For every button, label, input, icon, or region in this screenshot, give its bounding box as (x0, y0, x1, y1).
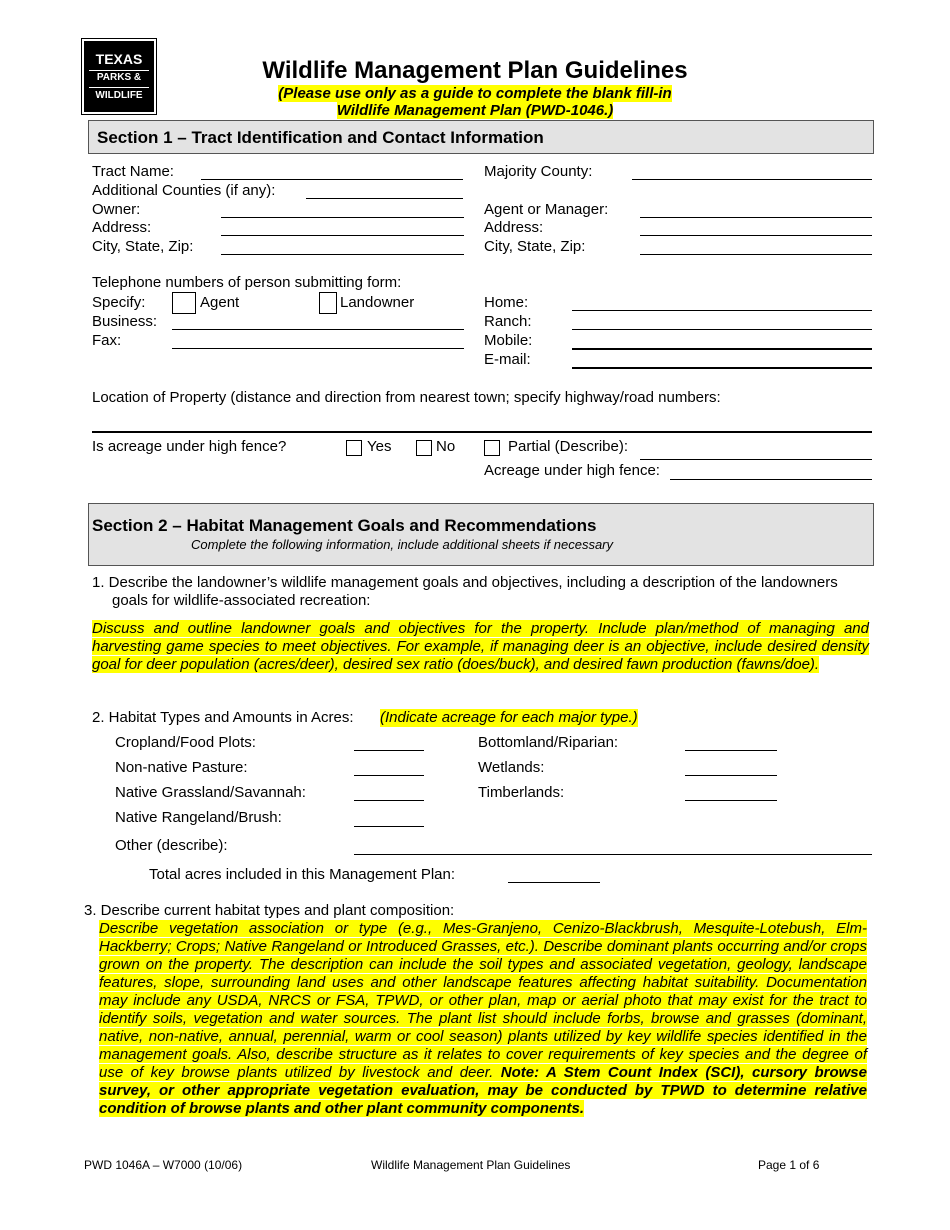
habitat-bottomland-field[interactable] (685, 750, 777, 751)
question-1-line-2: goals for wildlife-associated recreation: (112, 592, 371, 609)
ranch-phone-label: Ranch: (484, 313, 532, 330)
habitat-timberlands-label: Timberlands: (478, 784, 565, 801)
section-1-header (88, 120, 874, 154)
question-3-label: 3. Describe current habitat types and plant composition: (84, 902, 455, 919)
section-2-title: Section 2 – Habitat Management Goals and Recommendations (92, 516, 597, 535)
additional-counties-field[interactable] (306, 198, 463, 199)
acreage-high-fence-label: Acreage under high fence: (484, 462, 660, 479)
habitat-nonnative-pasture-label: Non-native Pasture: (115, 759, 248, 776)
owner-label: Owner: (92, 201, 141, 218)
high-fence-partial-checkbox[interactable] (484, 440, 500, 456)
mobile-phone-label: Mobile: (484, 332, 533, 349)
habitat-nonnative-pasture-field[interactable] (354, 775, 424, 776)
agent-checkbox-label: Agent (200, 294, 240, 311)
agent-manager-label: Agent or Manager: (484, 201, 609, 218)
owner-city-field[interactable] (221, 254, 464, 255)
agent-city-label: City, State, Zip: (484, 238, 586, 255)
habitat-other-label: Other (describe): (115, 837, 228, 854)
owner-address-label: Address: (92, 219, 152, 236)
home-phone-field[interactable] (572, 310, 872, 311)
agent-address-label: Address: (484, 219, 544, 236)
tract-name-label: Tract Name: (92, 163, 174, 180)
habitat-wetlands-field[interactable] (685, 775, 777, 776)
owner-address-field[interactable] (221, 235, 464, 236)
agent-checkbox[interactable] (172, 292, 196, 314)
logo-text-wildlife: WILDLIFE (95, 90, 143, 101)
high-fence-no-label: No (436, 438, 456, 455)
habitat-other-field[interactable] (354, 854, 872, 855)
high-fence-yes-checkbox[interactable] (346, 440, 362, 456)
section-1-title: Section 1 – Tract Identification and Contact Information (97, 128, 544, 147)
question-2-hint: (Indicate acreage for each major type.) (380, 709, 638, 726)
ranch-phone-field[interactable] (572, 329, 872, 330)
question-3-guidance: Describe vegetation association or type (e.g., Mes-Granjeno, Cenizo-Blackbrush, Mesquite-Lotebush, Elm-Hackberry; Crops; Native Rangeland or Introduced Grasses, etc.). Describe dominant plants occurring and/or crops grown on the property. The description can include the soil types and associated vegetation, geology, landscape features, slope, surrounding land uses and other landscape features affecting habitat suitability. Documentation may include any USDA, NRCS or FSA, TPWD, or other plan, map or aerial photo that may exist for the tract to identify soils, vegetation and water sources. The plant list should include forbs, browse and grasses (dominant, native, non-native, annual, perennial, warm or cool season) plants utilized by key wildlife species identified in the management goals. Also, describe structure as it relates to cover requirements of key species and the degree of use of key browse plants utilized by livestock and deer. Note: A Stem Count Index (SCI), cursory browse survey, or other appropriate vegetation evaluation, may be conducted by TPWD to determine relative condition of browse plants and other plant community components. (99, 920, 867, 1117)
home-phone-label: Home: (484, 294, 529, 311)
specify-label: Specify: (92, 294, 146, 311)
habitat-wetlands-label: Wetlands: (478, 759, 545, 776)
agent-address-field[interactable] (640, 235, 872, 236)
total-acres-field[interactable] (508, 882, 600, 883)
high-fence-partial-field[interactable] (640, 459, 872, 460)
additional-counties-label: Additional Counties (if any): (92, 182, 276, 199)
question-1-line-1: 1. Describe the landowner’s wildlife management goals and objectives, including a description of the landowners (92, 574, 838, 591)
acreage-high-fence-field[interactable] (670, 479, 872, 480)
habitat-rangeland-field[interactable] (354, 826, 424, 827)
location-label: Location of Property (distance and direction from nearest town; specify highway/road numbers: (92, 389, 721, 406)
section-2-header (88, 503, 874, 566)
section-2-subtitle: Complete the following information, include additional sheets if necessary (191, 537, 614, 552)
footer-doc-title: Wildlife Management Plan Guidelines (371, 1158, 571, 1172)
high-fence-question: Is acreage under high fence? (92, 438, 287, 455)
footer-page-number: Page 1 of 6 (758, 1158, 820, 1172)
business-phone-label: Business: (92, 313, 158, 330)
owner-city-label: City, State, Zip: (92, 238, 194, 255)
footer-form-id: PWD 1046A – W7000 (10/06) (84, 1158, 243, 1172)
email-field[interactable] (572, 367, 872, 369)
habitat-cropland-label: Cropland/Food Plots: (115, 734, 256, 751)
question-1-guidance: Discuss and outline landowner goals and objectives for the property. Include plan/method of managing and harvesting game species to meet objectives. For example, if managing deer is an objective, include desired density goal for deer population (acres/deer), desired sex ratio (does/buck), and desired fawn production (fawns/doe). (92, 620, 869, 673)
high-fence-partial-label: Partial (Describe): (508, 438, 629, 455)
mobile-phone-field[interactable] (572, 348, 872, 350)
telephone-heading: Telephone numbers of person submitting form: (92, 274, 402, 291)
high-fence-yes-label: Yes (367, 438, 392, 455)
majority-county-field[interactable] (632, 179, 872, 180)
habitat-grassland-label: Native Grassland/Savannah: (115, 784, 306, 801)
majority-county-label: Majority County: (484, 163, 593, 180)
question-2-label: 2. Habitat Types and Amounts in Acres: (92, 709, 354, 726)
habitat-rangeland-label: Native Rangeland/Brush: (115, 809, 282, 826)
owner-field[interactable] (221, 217, 464, 218)
fax-field[interactable] (172, 348, 464, 349)
high-fence-no-checkbox[interactable] (416, 440, 432, 456)
subtitle-line-1: (Please use only as a guide to complete the blank fill-in (278, 85, 672, 102)
page-title: Wildlife Management Plan Guidelines (262, 57, 688, 84)
agent-manager-field[interactable] (640, 217, 872, 218)
landowner-checkbox[interactable] (319, 292, 337, 314)
logo-text-parks: PARKS & (96, 72, 142, 83)
email-label: E-mail: (484, 351, 531, 368)
habitat-timberlands-field[interactable] (685, 800, 777, 801)
business-phone-field[interactable] (172, 329, 464, 330)
habitat-bottomland-label: Bottomland/Riparian: (478, 734, 619, 751)
subtitle-line-2: Wildlife Management Plan (PWD-1046.) (336, 102, 614, 119)
total-acres-label: Total acres included in this Management Plan: (149, 866, 456, 883)
habitat-cropland-field[interactable] (354, 750, 424, 751)
agent-city-field[interactable] (640, 254, 872, 255)
tract-name-field[interactable] (201, 179, 463, 180)
habitat-grassland-field[interactable] (354, 800, 424, 801)
landowner-checkbox-label: Landowner (340, 294, 415, 311)
logo-text-texas: TEXAS (95, 51, 143, 67)
fax-label: Fax: (92, 332, 122, 349)
question-3-note: Note: A Stem Count Index (SCI), cursory browse survey, or other appropriate vegetation evaluation, may be conducted by TPWD to determine relative condition of browse plants and other plant community components. (99, 1064, 867, 1117)
location-field[interactable] (92, 431, 872, 433)
